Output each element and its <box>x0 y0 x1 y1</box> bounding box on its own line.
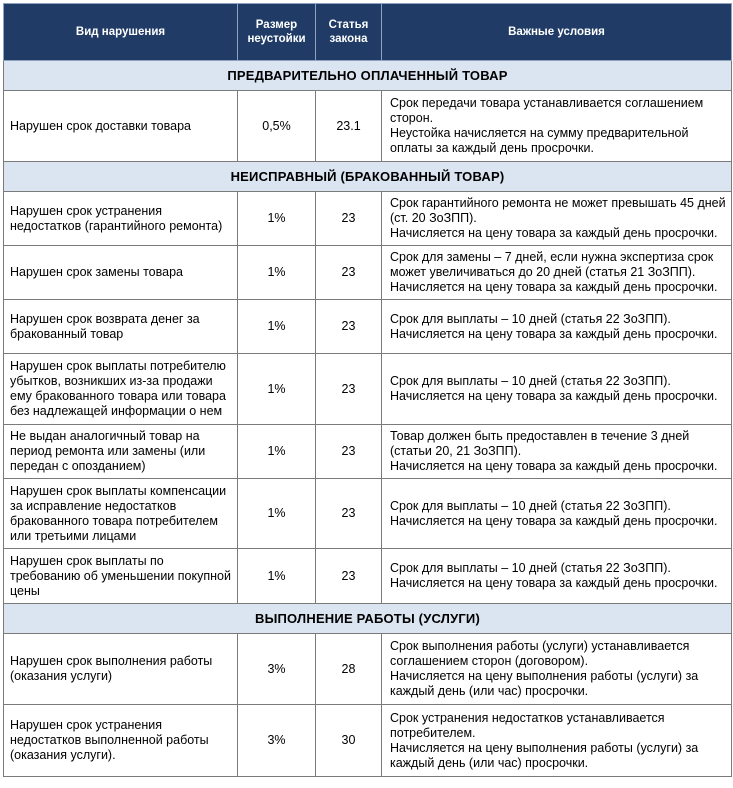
article-cell: 23.1 <box>316 91 382 162</box>
violation-cell: Нарушен срок выплаты потребителю убытков, возникших из-за продажи ему бракованного товара или товара без надлежащей информации о нем <box>4 354 238 425</box>
table-row <box>4 634 732 705</box>
table-row <box>4 479 732 549</box>
condition-text: Срок передачи товара устанавливается соглашением сторон. <box>390 96 704 125</box>
violation-cell: Нарушен срок выплаты по требованию об уменьшении покупной цены <box>4 549 238 604</box>
table-row <box>4 91 732 162</box>
header-penalty: Размер неустойки <box>238 4 316 61</box>
violation-cell: Нарушен срок выполнения работы (оказания услуги) <box>4 634 238 705</box>
section-title: НЕИСПРАВНЫЙ (БРАКОВАННЫЙ ТОВАР) <box>4 162 732 192</box>
table-row <box>4 549 732 604</box>
conditions-cell <box>382 300 732 354</box>
table-row <box>4 246 732 300</box>
violation-cell: Нарушен срок выплаты компенсации за исправление недостатков бракованного товара потребителем или третьими лицами <box>4 479 238 549</box>
conditions-cell <box>382 634 732 705</box>
condition-text: Начисляется на цену товара за каждый день просрочки. <box>390 459 718 473</box>
conditions-cell <box>382 549 732 604</box>
condition-text: Срок для выплаты – 10 дней (статья 22 ЗоЗПП). <box>390 561 671 575</box>
conditions-cell <box>382 705 732 777</box>
article-cell: 23 <box>316 192 382 246</box>
section-row <box>4 604 732 634</box>
condition-text: Срок устранения недостатков устанавливается потребителем. <box>390 710 665 740</box>
condition-text: Товар должен быть предоставлен в течение 3 дней (статьи 20, 21 ЗоЗПП). <box>390 429 690 458</box>
penalty-cell: 3% <box>238 634 316 705</box>
table-row <box>4 192 732 246</box>
condition-text: Начисляется на цену товара за каждый день просрочки. <box>390 226 718 240</box>
condition-text: Срок для замены – 7 дней, если нужна экспертиза срок может увеличиваться до 20 дней (статья 21 ЗоЗПП). <box>390 250 714 279</box>
penalty-cell: 1% <box>238 354 316 425</box>
violation-cell: Нарушен срок устранения недостатков (гарантийного ремонта) <box>4 192 238 246</box>
article-cell: 23 <box>316 549 382 604</box>
header-article: Статья закона <box>316 4 382 61</box>
violation-cell: Нарушен срок замены товара <box>4 246 238 300</box>
header-conditions: Важные условия <box>382 4 732 61</box>
condition-text: Срок для выплаты – 10 дней (статья 22 ЗоЗПП). <box>390 311 671 326</box>
condition-text: Начисляется на цену выполнения работы (услуги) за каждый день (или час) просрочки. <box>390 740 699 770</box>
penalties-table <box>3 3 732 777</box>
article-cell: 23 <box>316 479 382 549</box>
condition-text: Начисляется на цену товара за каждый день просрочки. <box>390 389 718 403</box>
condition-text: Начисляется на цену товара за каждый день просрочки. <box>390 513 718 528</box>
article-cell: 23 <box>316 300 382 354</box>
header-row <box>4 4 732 61</box>
penalty-cell: 1% <box>238 549 316 604</box>
condition-text: Срок выполнения работы (услуги) устанавливается соглашением сторон (договором). <box>390 639 690 668</box>
penalty-cell: 1% <box>238 300 316 354</box>
violation-cell: Не выдан аналогичный товар на период ремонта или замены (или передан с опозданием) <box>4 425 238 479</box>
conditions-cell <box>382 192 732 246</box>
section-row <box>4 162 732 192</box>
conditions-cell <box>382 425 732 479</box>
section-row <box>4 61 732 91</box>
penalty-cell: 1% <box>238 192 316 246</box>
table-row <box>4 354 732 425</box>
condition-text: Срок гарантийного ремонта не может превышать 45 дней (ст. 20 ЗоЗПП). <box>390 196 726 225</box>
table-row <box>4 300 732 354</box>
section-title: ВЫПОЛНЕНИЕ РАБОТЫ (УСЛУГИ) <box>4 604 732 634</box>
penalty-cell: 1% <box>238 479 316 549</box>
condition-text: Начисляется на цену выполнения работы (услуги) за каждый день (или час) просрочки. <box>390 669 699 698</box>
conditions-cell <box>382 91 732 162</box>
penalty-cell: 3% <box>238 705 316 777</box>
condition-text: Срок для выплаты – 10 дней (статья 22 ЗоЗПП). <box>390 498 671 513</box>
violation-cell: Нарушен срок доставки товара <box>4 91 238 162</box>
article-cell: 23 <box>316 246 382 300</box>
conditions-cell <box>382 354 732 425</box>
condition-text: Начисляется на цену товара за каждый день просрочки. <box>390 280 718 294</box>
violation-cell: Нарушен срок устранения недостатков выполненной работы (оказания услуги). <box>4 705 238 777</box>
table-row <box>4 425 732 479</box>
violation-cell: Нарушен срок возврата денег за бракованный товар <box>4 300 238 354</box>
header-violation: Вид нарушения <box>4 4 238 61</box>
condition-text: Срок для выплаты – 10 дней (статья 22 ЗоЗПП). <box>390 374 671 388</box>
penalty-cell: 1% <box>238 425 316 479</box>
conditions-cell <box>382 479 732 549</box>
condition-text: Неустойка начисляется на сумму предварительной оплаты за каждый день просрочки. <box>390 126 689 155</box>
article-cell: 30 <box>316 705 382 777</box>
penalty-cell: 0,5% <box>238 91 316 162</box>
article-cell: 23 <box>316 354 382 425</box>
article-cell: 28 <box>316 634 382 705</box>
section-title: ПРЕДВАРИТЕЛЬНО ОПЛАЧЕННЫЙ ТОВАР <box>4 61 732 91</box>
condition-text: Начисляется на цену товара за каждый день просрочки. <box>390 326 718 341</box>
penalty-cell: 1% <box>238 246 316 300</box>
condition-text: Начисляется на цену товара за каждый день просрочки. <box>390 576 718 590</box>
article-cell: 23 <box>316 425 382 479</box>
conditions-cell <box>382 246 732 300</box>
table-row <box>4 705 732 777</box>
